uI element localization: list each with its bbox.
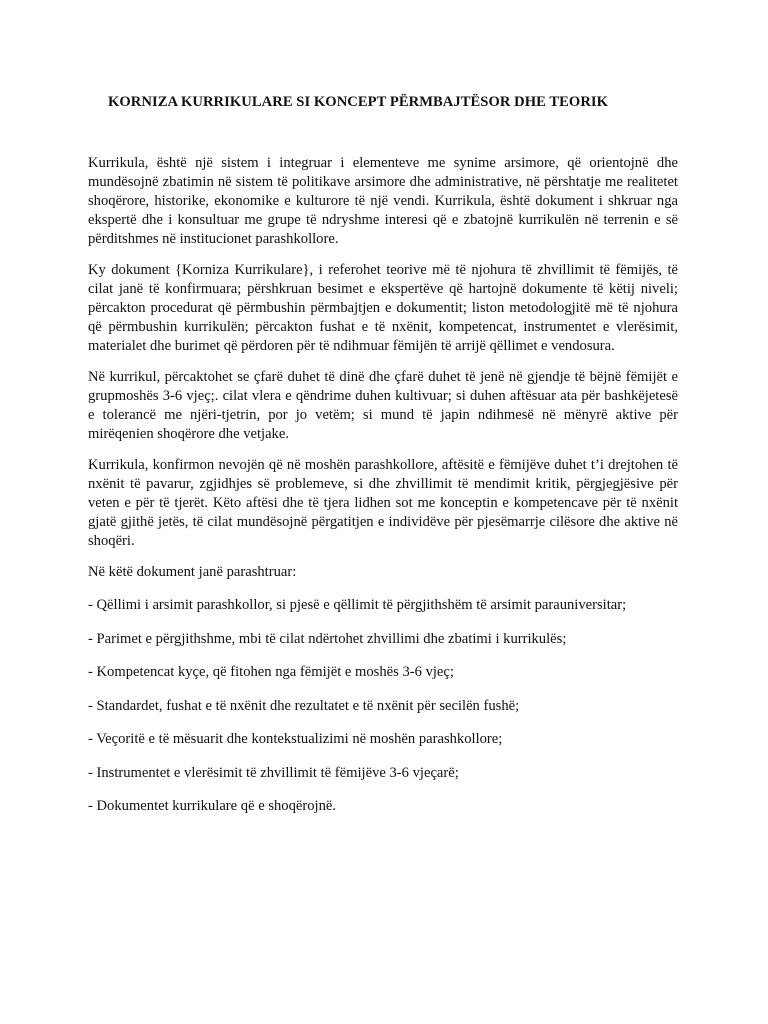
document-title: KORNIZA KURRIKULARE SI KONCEPT PËRMBAJTËSOR DHE TEORIK bbox=[108, 94, 609, 110]
list-item: - Qëllimi i arsimit parashkollor, si pjesë e qëllimit të përgjithshëm të arsimit parauniversitar; bbox=[88, 597, 627, 613]
list-item: - Instrumentet e vlerësimit të zhvillimit të fëmijëve 3-6 vjeçarë; bbox=[88, 764, 459, 781]
list-item: - Parimet e përgjithshme, mbi të cilat ndërtohet zhvillimi dhe zbatimi i kurrikulës; bbox=[88, 630, 567, 647]
paragraph-curriculum-goals: Në kurrikul, përcaktohet se çfarë duhet të dinë dhe çfarë duhet të jenë në gjendje të bëjnë fëmijët e grupmoshës 3-6 vjeç;. cilat vlera e qëndrime duhen kultivuar; si duhen aftësuar ata për bashkëjetesë e tolerancë me njëri-tjetrin, por jo vetëm; si mund të japin ndihmesë në mënyrë aktive për mirëqenien shoqërore dhe vetjake. bbox=[88, 369, 678, 442]
list-intro: Në këtë dokument janë parashtruar: bbox=[88, 564, 297, 580]
paragraph-framework-description: Ky dokument {Korniza Kurrikulare}, i referohet teorive më të njohura të zhvillimit të fëmijës, të cilat janë të konfirmuara; përshkruan besimet e ekspertëve që hartojnë dokumente të këtij niveli; përcakton procedurat që përmbushin përmbajtjen e dokumentit; liston metodologjitë më të njohura që përmbushin kurrikulën; përcakton fushat e të nxënit, kompetencat, instrumentet e vlerësimit, materialet dhe burimet që përdoren për të ndihmuar fëmijën të arrijë qëllimet e vendosura. bbox=[88, 262, 678, 354]
list-item: - Dokumentet kurrikulare që e shoqërojnë. bbox=[88, 798, 337, 814]
paragraph-competences: Kurrikula, konfirmon nevojën që në moshën parashkollore, aftësitë e fëmijëve duhet t’i drejtohen të nxënit të pavarur, zgjidhjes së problemeve, si dhe zhvillimit të mendimit kritik, përgjegjësive për veten e për të tjerët. Këto aftësi dhe të tjera lidhen sot me konceptin e kompetencave për të nxënit gjatë gjithë jetës, të cilat mundësojnë përgatitjen e individëve për pjesëmarrje cilësore dhe aktive në shoqëri. bbox=[88, 457, 678, 549]
paragraph-curriculum-definition: Kurrikula, është një sistem i integruar i elementeve me synime arsimore, që orientojnë dhe mundësojnë zbatimin në sistem të politikave arsimore dhe administrative, në përshtatje me realitetet shoqërore, historike, ekonomike e kulturore të një vendi. Kurrikula, është dokument i shkruar nga ekspertë dhe i konsultuar me grupe të ndryshme interesi që e zbatojnë kurrikulën në terrenin e së përditshmes në institucionet parashkollore. bbox=[88, 155, 678, 247]
document-body bbox=[88, 154, 678, 831]
list-item: - Standardet, fushat e të nxënit dhe rezultatet e të nxënit për secilën fushë; bbox=[88, 697, 520, 714]
contents-list bbox=[88, 596, 678, 816]
list-item: - Veçoritë e të mësuarit dhe kontekstualizimi në moshën parashkollore; bbox=[88, 731, 503, 747]
list-item: - Kompetencat kyçe, që fitohen nga fëmijët e moshës 3-6 vjeç; bbox=[88, 664, 454, 680]
